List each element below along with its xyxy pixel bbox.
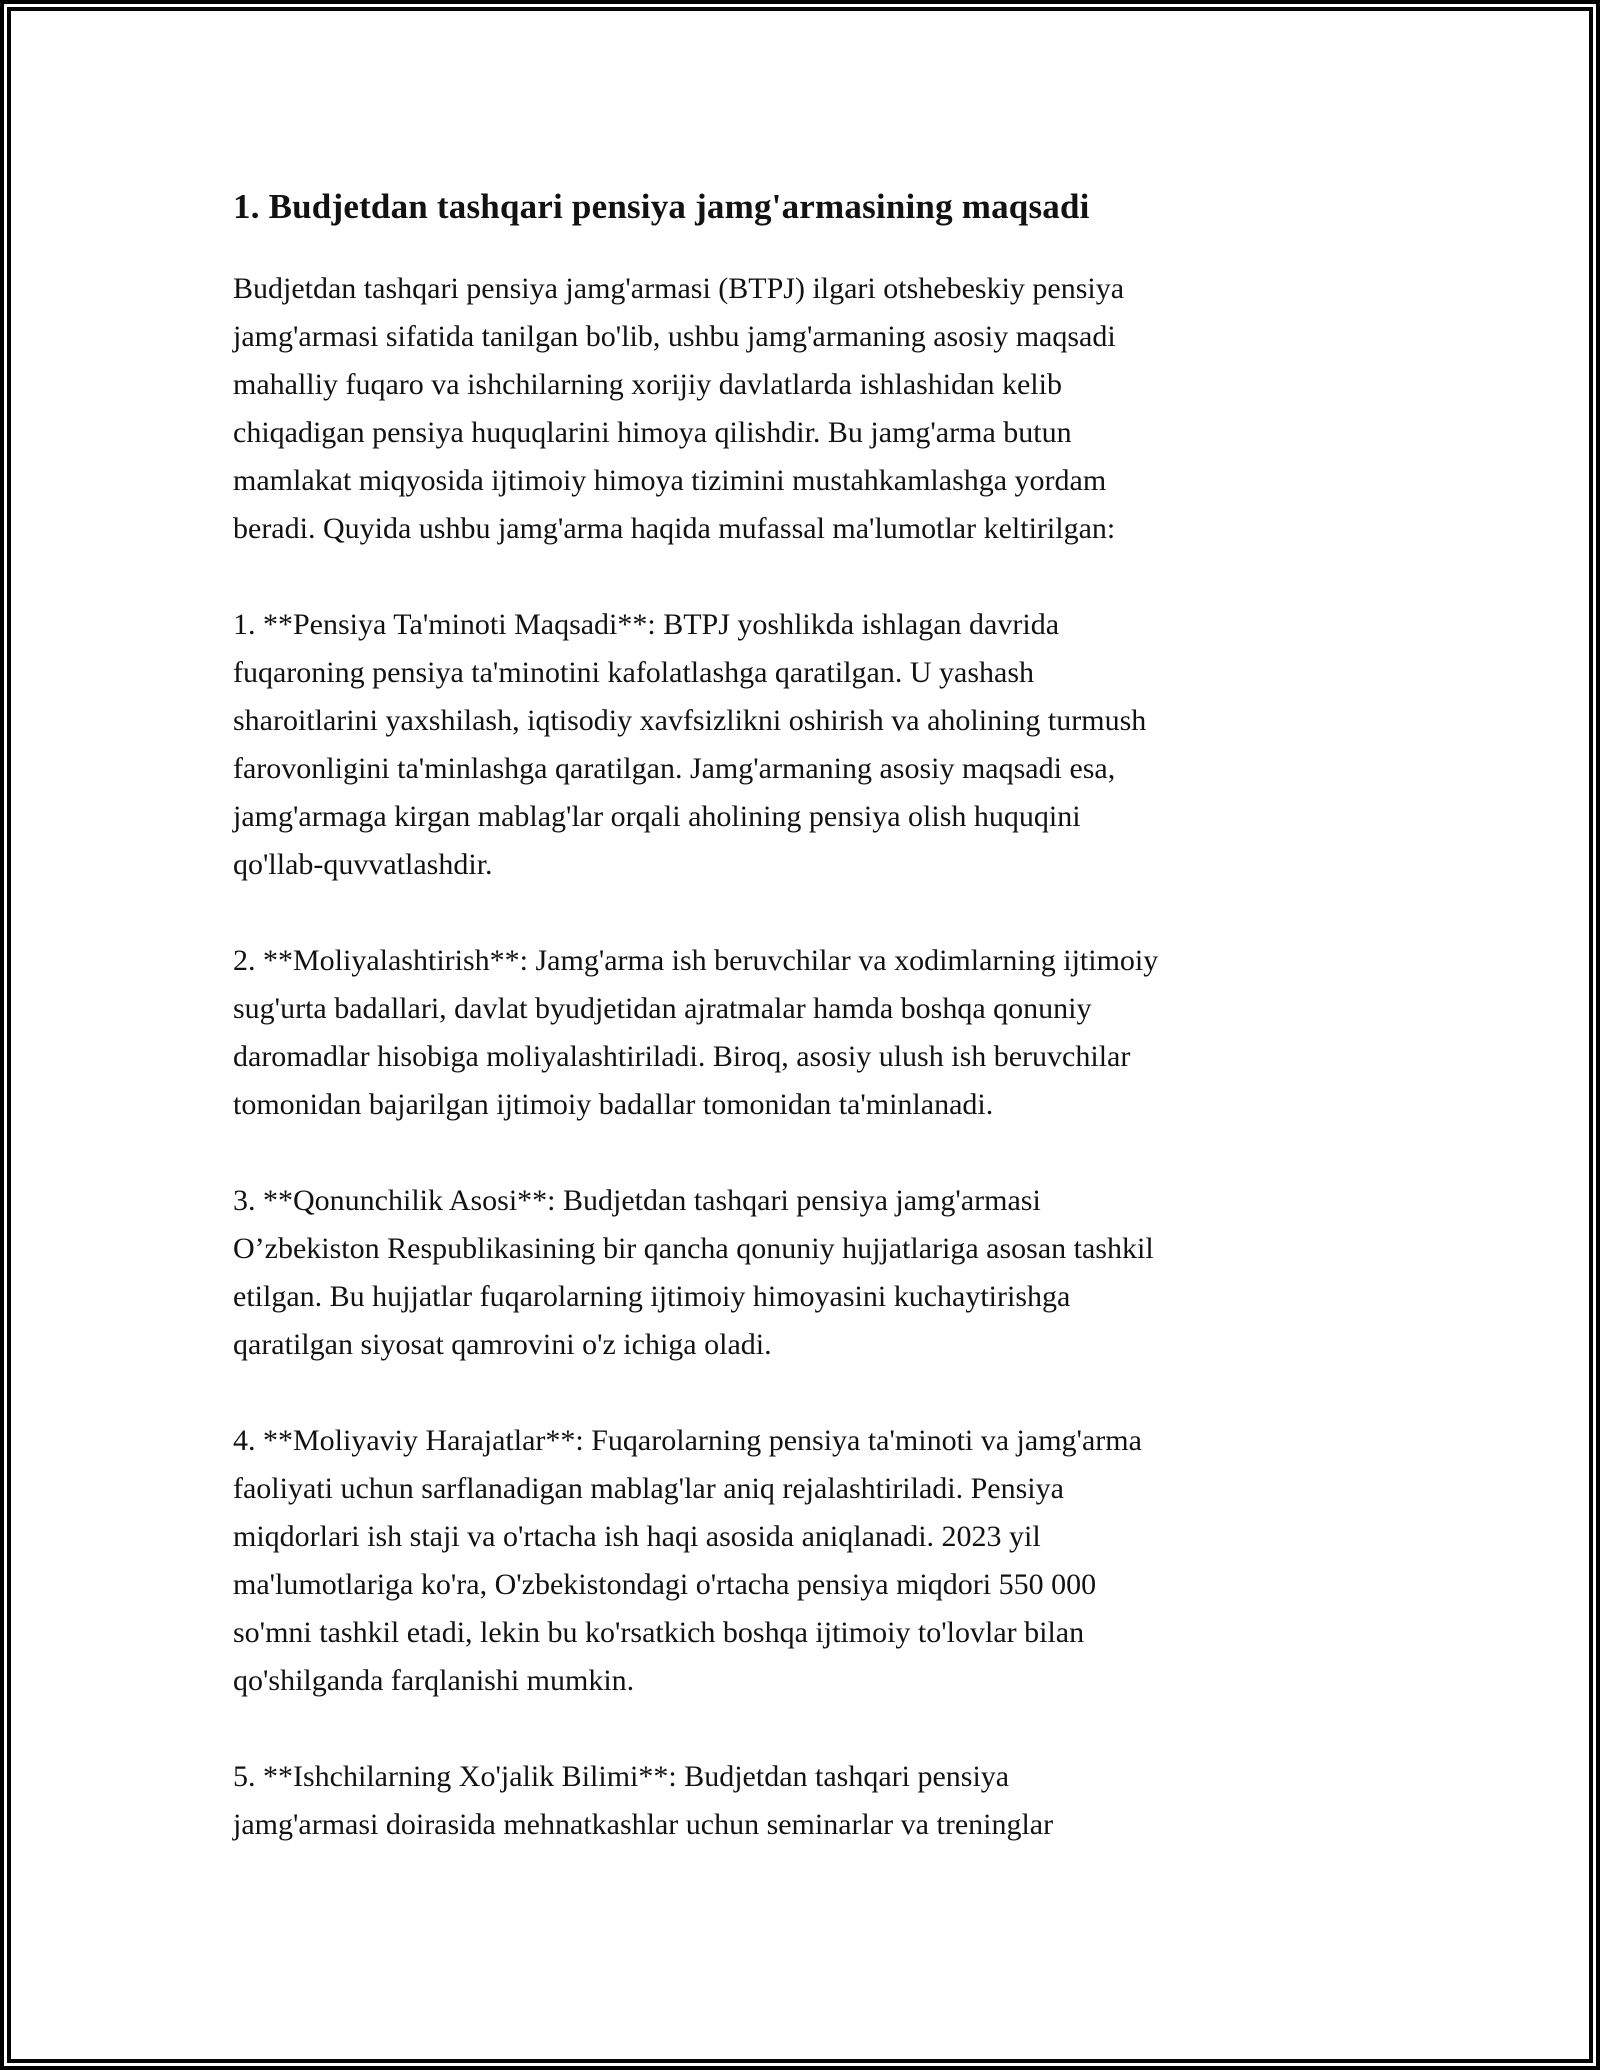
text-line: so'mni tashkil etadi, lekin bu ko'rsatkich boshqa ijtimoiy to'lovlar bilan bbox=[233, 1616, 1085, 1649]
text-line: sharoitlarini yaxshilash, iqtisodiy xavfsizlikni oshirish va aholining turmush bbox=[233, 704, 1147, 737]
text-line: 4. **Moliyaviy Harajatlar**: Fuqarolarning pensiya ta'minoti va jamg'arma bbox=[233, 1424, 1142, 1457]
text-line: daromadlar hisobiga moliyalashtiriladi. Biroq, asosiy ulush ish beruvchilar bbox=[233, 1040, 1131, 1073]
text-line: qo'llab-quvvatlashdir. bbox=[233, 848, 493, 881]
text-line: farovonligini ta'minlashga qaratilgan. Jamg'armaning asosiy maqsadi esa, bbox=[233, 752, 1116, 785]
text-line: sug'urta badallari, davlat byudjetidan ajratmalar hamda boshqa qonuniy bbox=[233, 992, 1092, 1025]
document-body bbox=[233, 265, 1393, 1849]
section-heading: 1. Budjetdan tashqari pensiya jamg'armasining maqsadi bbox=[233, 187, 1090, 226]
text-line: qaratilgan siyosat qamrovini o'z ichiga oladi. bbox=[233, 1328, 772, 1361]
paragraph bbox=[233, 1753, 1393, 1849]
paragraph bbox=[233, 601, 1393, 889]
text-line: etilgan. Bu hujjatlar fuqarolarning ijtimoiy himoyasini kuchaytirishga bbox=[233, 1280, 1071, 1313]
text-line: 5. **Ishchilarning Xo'jalik Bilimi**: Budjetdan tashqari pensiya bbox=[233, 1760, 1010, 1793]
text-line: chiqadigan pensiya huquqlarini himoya qilishdir. Bu jamg'arma butun bbox=[233, 416, 1072, 449]
text-line: 1. **Pensiya Ta'minoti Maqsadi**: BTPJ yoshlikda ishlagan davrida bbox=[233, 608, 1060, 641]
paragraph bbox=[233, 265, 1393, 553]
text-line: qo'shilganda farqlanishi mumkin. bbox=[233, 1664, 635, 1697]
text-line: jamg'armasi doirasida mehnatkashlar uchun seminarlar va treninglar bbox=[233, 1808, 1054, 1841]
text-line: O’zbekiston Respublikasining bir qancha qonuniy hujjatlariga asosan tashkil bbox=[233, 1232, 1154, 1265]
text-line: Budjetdan tashqari pensiya jamg'armasi (BTPJ) ilgari otshebeskiy pensiya bbox=[233, 272, 1125, 305]
text-line: mamlakat miqyosida ijtimoiy himoya tizimini mustahkamlashga yordam bbox=[233, 464, 1107, 497]
text-line: 3. **Qonunchilik Asosi**: Budjetdan tashqari pensiya jamg'armasi bbox=[233, 1184, 1041, 1217]
document-page bbox=[233, 0, 1393, 1849]
text-line: tomonidan bajarilgan ijtimoiy badallar tomonidan ta'minlanadi. bbox=[233, 1088, 994, 1121]
text-line: jamg'armasi sifatida tanilgan bo'lib, ushbu jamg'armaning asosiy maqsadi bbox=[233, 320, 1116, 353]
paragraph bbox=[233, 937, 1393, 1129]
paragraph bbox=[233, 1177, 1393, 1369]
text-line: mahalliy fuqaro va ishchilarning xorijiy davlatlarda ishlashidan kelib bbox=[233, 368, 1062, 401]
text-line: ma'lumotlariga ko'ra, O'zbekistondagi o'rtacha pensiya miqdori 550 000 bbox=[233, 1568, 1097, 1601]
text-line: beradi. Quyida ushbu jamg'arma haqida mufassal ma'lumotlar keltirilgan: bbox=[233, 512, 1116, 545]
text-line: 2. **Moliyalashtirish**: Jamg'arma ish beruvchilar va xodimlarning ijtimoiy bbox=[233, 944, 1159, 977]
text-line: faoliyati uchun sarflanadigan mablag'lar aniq rejalashtiriladi. Pensiya bbox=[233, 1472, 1064, 1505]
text-line: jamg'armaga kirgan mablag'lar orqali aholining pensiya olish huquqini bbox=[233, 800, 1081, 833]
text-line: fuqaroning pensiya ta'minotini kafolatlashga qaratilgan. U yashash bbox=[233, 656, 1035, 689]
text-line: miqdorlari ish staji va o'rtacha ish haqi asosida aniqlanadi. 2023 yil bbox=[233, 1520, 1041, 1553]
paragraph bbox=[233, 1417, 1393, 1705]
